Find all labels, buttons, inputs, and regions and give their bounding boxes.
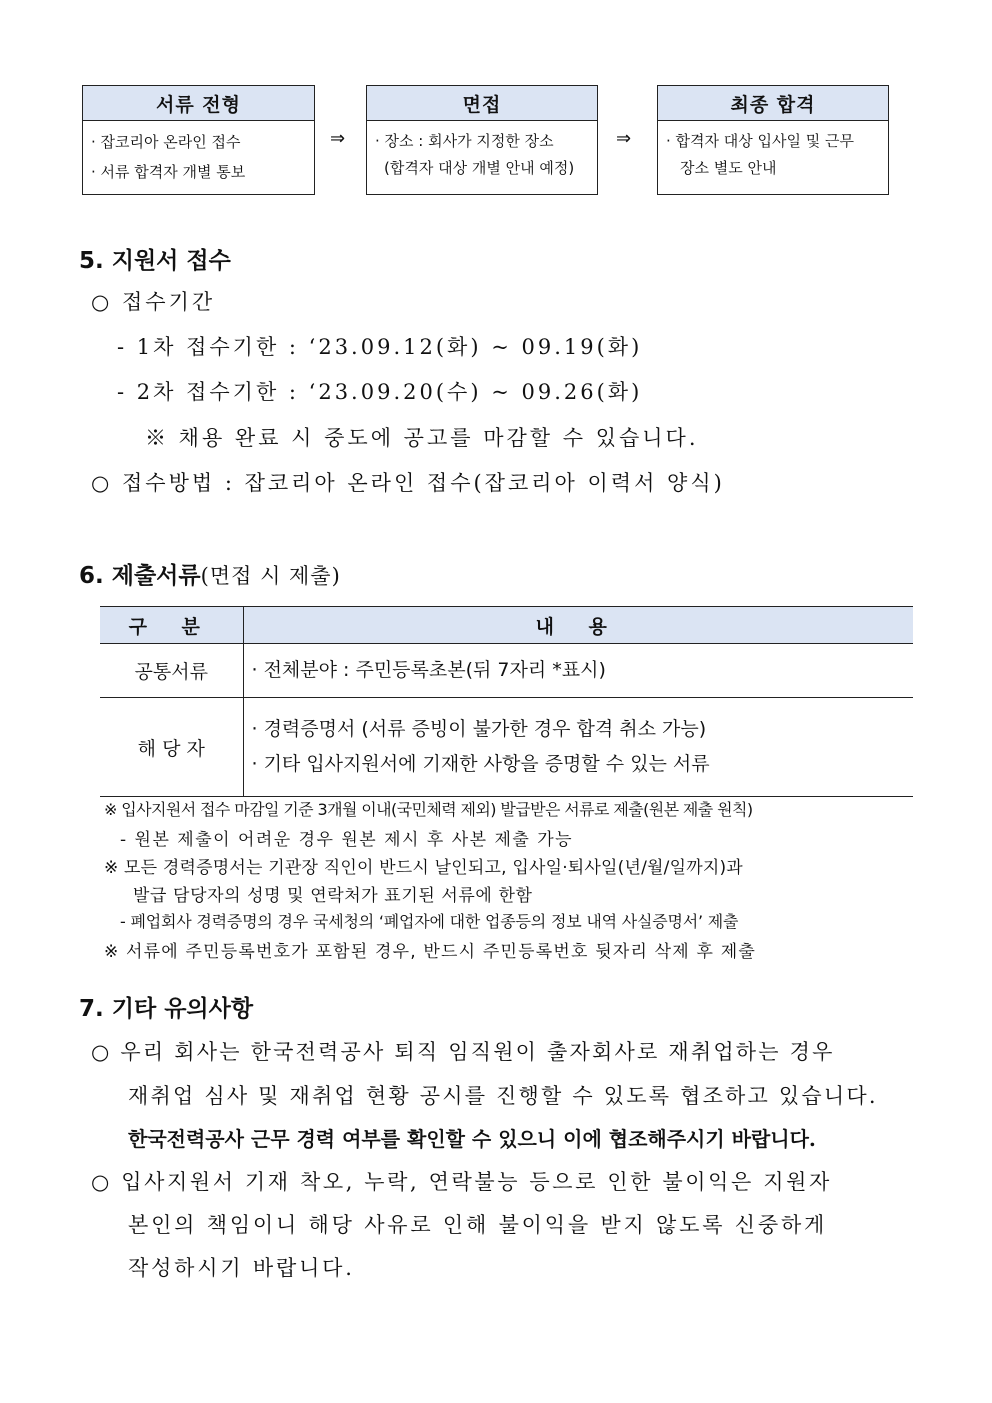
table-cell-category: 공통서류	[100, 644, 243, 698]
section-6-title	[79, 557, 341, 590]
table-cell-content	[243, 644, 913, 698]
document-note: ※ 입사지원서 접수 마감일 기준 3개월 이내(국민체력 제외) 발급받은 서류로 제출(원본 제출 원칙)	[104, 800, 753, 819]
process-step-interview	[366, 85, 598, 195]
notice-item-2-line: 작성하시기 바랍니다.	[128, 1256, 355, 1280]
notice-item-1-line: ○ 우리 회사는 한국전력공사 퇴직 임직원이 출자회사로 재취업하는 경우	[91, 1040, 835, 1064]
process-step-title: 면접	[367, 86, 597, 121]
process-step-line: · 장소 : 회사가 지정한 장소	[375, 132, 554, 150]
process-step-line: · 서류 합격자 개별 통보	[91, 163, 246, 181]
document-note: - 원본 제출이 어려운 경우 원본 제시 후 사본 제출 가능	[120, 830, 574, 850]
table-cell-item: · 경력증명서 (서류 증빙이 불가한 경우 합격 취소 가능)	[251, 718, 707, 740]
process-step-final-pass	[657, 85, 889, 195]
table-row	[100, 644, 913, 698]
process-step-title: 서류 전형	[83, 86, 314, 121]
notice-item-2-line: ○ 입사지원서 기재 착오, 누락, 연락불능 등으로 인한 불이익은 지원자	[91, 1170, 832, 1194]
section-6-title-suffix: (면접 시 제출)	[200, 564, 341, 588]
section-7-title: 7. 기타 유의사항	[79, 996, 254, 1022]
document-note: ※ 모든 경력증명서는 기관장 직인이 반드시 날인되고, 입사일·퇴사일(년/월/일까지)과	[104, 858, 743, 878]
application-period-label: ○ 접수기간	[91, 290, 216, 314]
notice-item-1-emphasis: 한국전력공사 근무 경력 여부를 확인할 수 있으니 이에 협조해주시기 바랍니다.	[128, 1127, 816, 1151]
process-arrow-icon: ⇒	[616, 128, 632, 149]
documents-table	[100, 606, 913, 797]
process-arrow-icon: ⇒	[330, 128, 346, 149]
early-close-note: ※ 채용 완료 시 중도에 공고를 마감할 수 있습니다.	[145, 426, 699, 450]
process-step-line: · 합격자 대상 입사일 및 근무	[666, 132, 854, 150]
table-cell-content	[243, 698, 913, 797]
table-header-row	[100, 607, 913, 644]
process-step-line: (합격자 대상 개별 안내 예정)	[384, 159, 575, 177]
section-6-title-main: 6. 제출서류	[79, 563, 201, 589]
table-header-content: 내 용	[243, 607, 913, 644]
table-cell-item: · 기타 입사지원서에 기재한 사항을 증명할 수 있는 서류	[251, 753, 710, 775]
table-cell-item: · 전체분야 : 주민등록초본(뒤 7자리 *표시)	[251, 659, 606, 681]
round1-deadline: - 1차 접수기한 : ‘23.09.12(화) ~ 09.19(화)	[117, 335, 643, 359]
application-method: ○ 접수방법 : 잡코리아 온라인 접수(잡코리아 이력서 양식)	[91, 471, 725, 495]
process-step-line: 장소 별도 안내	[680, 159, 777, 177]
table-cell-category: 해 당 자	[100, 698, 243, 797]
table-header-category: 구 분	[100, 607, 243, 644]
document-note: ※ 서류에 주민등록번호가 포함된 경우, 반드시 주민등록번호 뒷자리 삭제 후 제출	[104, 942, 756, 962]
section-5-title: 5. 지원서 접수	[79, 248, 231, 274]
process-step-document-screening	[82, 85, 315, 195]
table-row	[100, 698, 913, 797]
process-step-line: · 잡코리아 온라인 접수	[91, 133, 241, 151]
notice-item-1-line: 재취업 심사 및 재취업 현황 공시를 진행할 수 있도록 협조하고 있습니다.	[128, 1084, 878, 1108]
document-note: 발급 담당자의 성명 및 연락처가 표기된 서류에 한함	[133, 886, 533, 906]
document-note: - 폐업회사 경력증명의 경우 국세청의 ‘폐업자에 대한 업종등의 정보 내역 사실증명서’ 제출	[120, 912, 739, 931]
process-step-title: 최종 합격	[658, 86, 888, 121]
notice-item-2-line: 본인의 책임이니 해당 사유로 인해 불이익을 받지 않도록 신중하게	[128, 1213, 828, 1237]
round2-deadline: - 2차 접수기한 : ‘23.09.20(수) ~ 09.26(화)	[117, 380, 643, 404]
